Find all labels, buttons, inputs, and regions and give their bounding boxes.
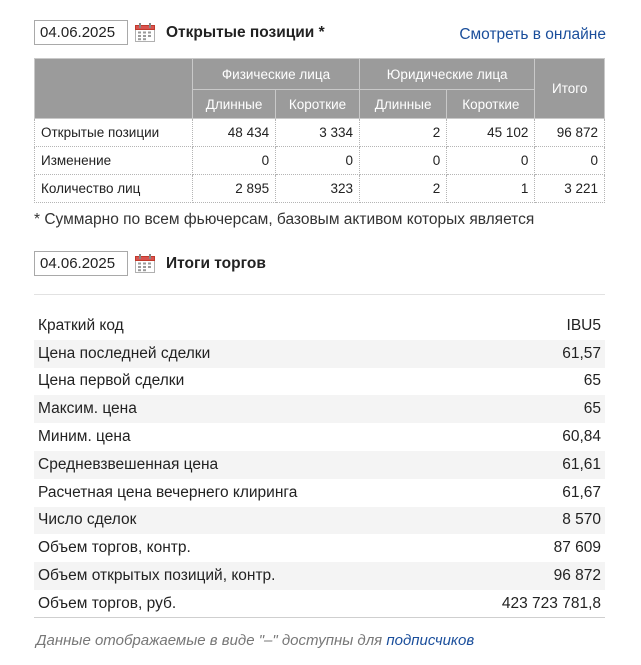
table-cell: 1 [447, 175, 535, 203]
open-positions-title: Открытые позиции * [166, 23, 325, 41]
table-row [34, 534, 605, 562]
table-row [34, 340, 605, 368]
table-row [34, 395, 605, 423]
table-cell: 323 [276, 175, 360, 203]
row-label: Краткий код [38, 316, 124, 334]
table-row [34, 368, 605, 396]
table-cell: 45 102 [447, 119, 535, 147]
positions-footnote: * Суммарно по всем фьючерсам, базовым активом которых является [34, 211, 535, 228]
header-individuals-short: Короткие [276, 90, 360, 119]
view-online-link[interactable]: Смотреть в онлайне [459, 26, 606, 43]
table-cell: 96 872 [535, 119, 605, 147]
open-positions-date-input[interactable]: 04.06.2025 [34, 20, 128, 45]
table-corner-cell [35, 59, 193, 119]
row-value: 65 [583, 372, 601, 390]
row-value: 61,67 [562, 483, 601, 501]
calendar-icon[interactable] [135, 23, 155, 42]
row-label: Изменение [35, 147, 193, 175]
header-total: Итого [535, 59, 605, 119]
row-label: Количество лиц [35, 175, 193, 203]
row-value: 8 570 [442, 507, 605, 535]
table-row [34, 423, 605, 451]
table-cell: 0 [193, 147, 276, 175]
row-value: 65 [442, 395, 605, 423]
table-cell: 0 [359, 147, 446, 175]
row-label: Объем торгов, контр. [38, 539, 191, 557]
table-row [34, 590, 605, 618]
table-row [34, 451, 605, 479]
table-cell: 2 [359, 175, 446, 203]
subscribers-link[interactable]: подписчиков [386, 632, 475, 649]
calendar-icon[interactable] [135, 254, 155, 273]
table-cell: 48 434 [193, 119, 276, 147]
header-individuals: Физические лица [193, 59, 360, 90]
row-label: Объем открытых позиций, контр. [34, 562, 442, 590]
row-value: 61,61 [442, 451, 605, 479]
row-value: IBU5 [566, 316, 601, 334]
row-label: Миним. цена [38, 428, 131, 446]
row-value: 61,57 [442, 340, 605, 368]
trading-results-table [34, 312, 605, 618]
row-label: Объем торгов, руб. [34, 590, 442, 618]
subscribers-note [36, 632, 474, 649]
row-label: Цена последней сделки [34, 340, 442, 368]
header-legal-entities: Юридические лица [359, 59, 534, 90]
table-row [34, 562, 605, 590]
row-label: Средневзвешенная цена [34, 451, 442, 479]
row-label: Расчетная цена вечернего клиринга [38, 483, 298, 501]
table-cell: 0 [535, 147, 605, 175]
table-row [35, 119, 605, 147]
table-row [35, 147, 605, 175]
table-cell: 0 [447, 147, 535, 175]
section-divider [34, 294, 605, 295]
row-label: Цена первой сделки [38, 372, 185, 390]
row-value: 423 723 781,8 [442, 590, 605, 618]
row-label: Открытые позиции [35, 119, 193, 147]
row-value: 96 872 [442, 562, 605, 590]
trading-title: Итоги торгов [166, 254, 266, 272]
header-individuals-long: Длинные [193, 90, 276, 119]
header-legal-short: Короткие [447, 90, 535, 119]
subscribers-note-text: Данные отображаемые в виде "–" доступны для [36, 632, 387, 649]
table-row [35, 175, 605, 203]
row-value: 60,84 [562, 428, 601, 446]
trading-date-row [34, 251, 266, 276]
trading-date-input[interactable]: 04.06.2025 [34, 251, 128, 276]
row-value: 87 609 [553, 539, 601, 557]
table-cell: 3 221 [535, 175, 605, 203]
row-label: Максим. цена [34, 395, 442, 423]
table-cell: 0 [276, 147, 360, 175]
table-row [34, 507, 605, 535]
table-cell: 2 895 [193, 175, 276, 203]
header-legal-long: Длинные [359, 90, 446, 119]
row-label: Число сделок [34, 507, 442, 535]
table-cell: 2 [359, 119, 446, 147]
open-positions-table [34, 58, 605, 203]
open-positions-date-row [34, 20, 325, 45]
table-row [34, 312, 605, 340]
table-cell: 3 334 [276, 119, 360, 147]
table-row [34, 479, 605, 507]
